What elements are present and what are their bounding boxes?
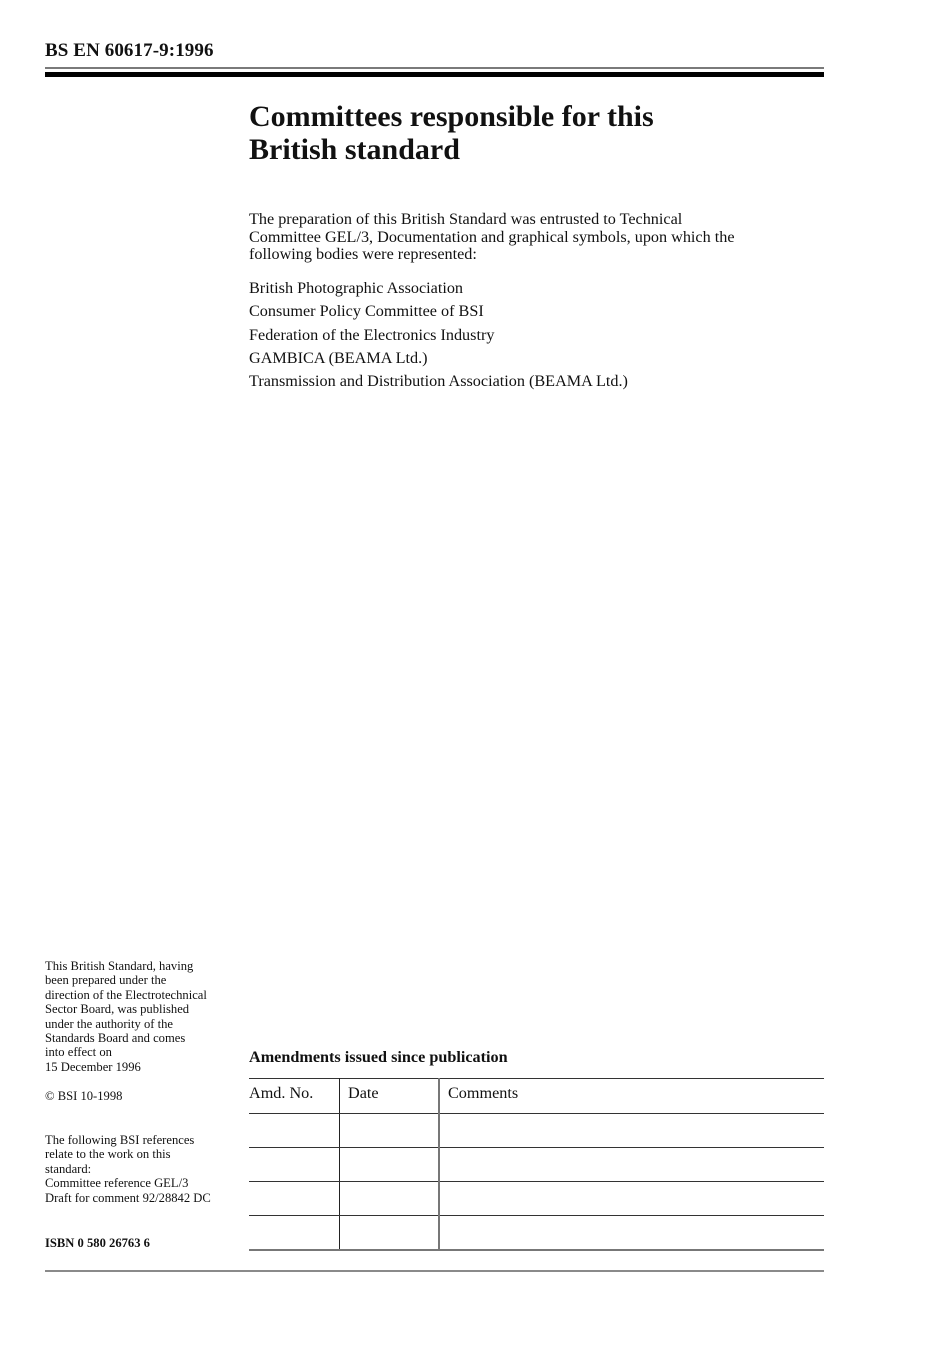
column-header-amd-no: Amd. No. (249, 1079, 340, 1114)
page-title (249, 100, 809, 166)
list-item: British Photographic Association (249, 279, 464, 297)
intro-line-3: following bodies were represented: (249, 245, 477, 264)
list-item: Transmission and Distribution Association (BEAMA Ltd.) (249, 372, 628, 391)
amendments-table (249, 1078, 824, 1251)
column-header-date: Date (340, 1079, 440, 1114)
reference-line: Draft for comment 92/28842 DC (45, 1190, 211, 1205)
title-line-2: British standard (249, 133, 460, 166)
reference-line: Committee reference GEL/3 (45, 1176, 189, 1191)
copyright-notice: © BSI 10-1998 (45, 1089, 123, 1103)
cell-date (340, 1114, 440, 1148)
amendments-title: Amendments issued since publication (249, 1048, 508, 1066)
header-rule-thin (45, 67, 824, 69)
cell-date (340, 1148, 440, 1182)
publication-line: direction of the Electrotechnical (45, 987, 207, 1002)
cell-date (340, 1182, 440, 1216)
publication-line: This British Standard, having (45, 959, 194, 973)
cell-amd-no (249, 1182, 340, 1216)
intro-line-1: The preparation of this British Standard was entrusted to Technical (249, 210, 683, 228)
list-item: Federation of the Electronics Industry (249, 325, 495, 344)
cell-comments (439, 1114, 824, 1148)
table-row (249, 1148, 824, 1182)
intro-line-2: Committee GEL/3, Documentation and graphical symbols, upon which the (249, 227, 735, 246)
list-item: GAMBICA (BEAMA Ltd.) (249, 348, 428, 367)
footer-rule (45, 1270, 824, 1272)
publication-line: 15 December 1996 (45, 1059, 141, 1074)
table-row (249, 1182, 824, 1216)
intro-paragraph (249, 211, 824, 264)
cell-comments (439, 1148, 824, 1182)
list-item: Consumer Policy Committee of BSI (249, 302, 484, 321)
publication-line: Standards Board and comes (45, 1031, 186, 1046)
publication-note (45, 959, 245, 1074)
standard-number: BS EN 60617-9:1996 (45, 40, 214, 61)
table-row (249, 1114, 824, 1148)
publication-line: been prepared under the (45, 973, 167, 988)
publication-line: under the authority of the (45, 1016, 173, 1031)
table-header-row (249, 1079, 824, 1114)
isbn: ISBN 0 580 26763 6 (45, 1236, 150, 1250)
title-line-1: Committees responsible for this (249, 100, 654, 133)
represented-bodies-list (249, 279, 824, 395)
cell-comments (439, 1182, 824, 1216)
publication-line: into effect on (45, 1045, 112, 1060)
publication-line: Sector Board, was published (45, 1002, 190, 1017)
cell-amd-no (249, 1114, 340, 1148)
header-rule-thick (45, 72, 824, 77)
reference-line: The following BSI references (45, 1133, 195, 1147)
reference-line: relate to the work on this (45, 1147, 171, 1162)
cell-amd-no (249, 1216, 340, 1251)
cell-date (340, 1216, 440, 1251)
cell-comments (439, 1216, 824, 1251)
bsi-references (45, 1133, 245, 1205)
cell-amd-no (249, 1148, 340, 1182)
column-header-comments: Comments (439, 1079, 824, 1114)
table-row (249, 1216, 824, 1251)
reference-line: standard: (45, 1161, 92, 1176)
